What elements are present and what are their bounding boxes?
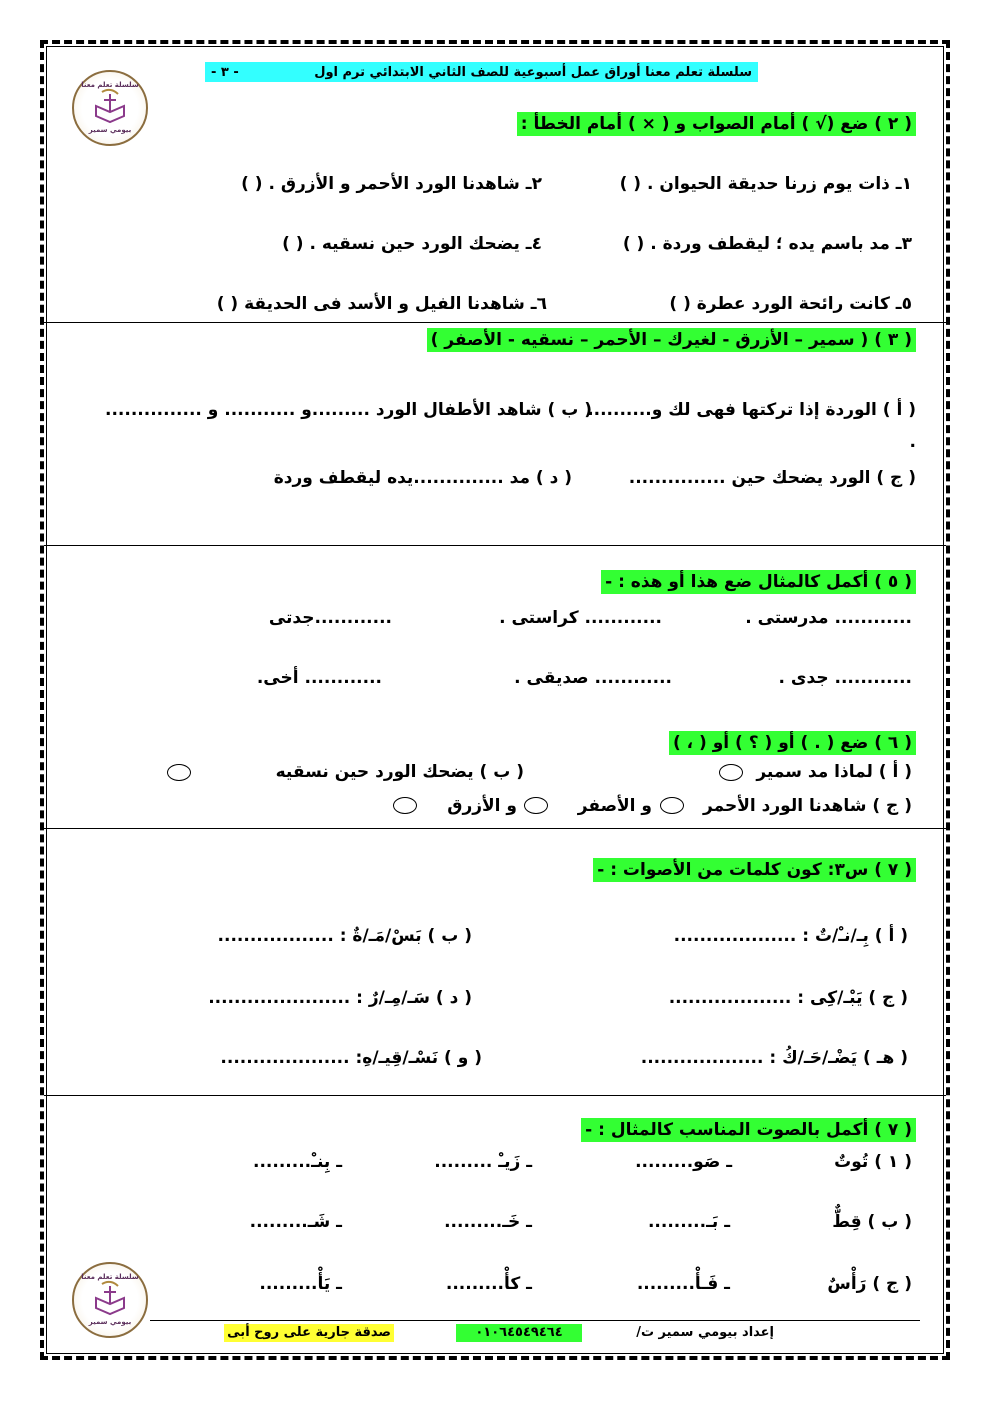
s3-d: ( د ) مد ..............يده ليقطف وردة xyxy=(273,468,572,488)
s7-c: ( ج ) يَبْـ/كِى : ................... xyxy=(668,988,908,1008)
header-bar xyxy=(205,62,758,82)
footer-dedication: صدقة جارية على روح أبى xyxy=(224,1324,394,1342)
logo-bottom xyxy=(72,1262,148,1338)
s5-r1c: ............جدتى xyxy=(268,608,392,628)
logo-bottom-text: بيومي سمير xyxy=(88,126,132,134)
s6-c3: و الأزرق xyxy=(447,796,517,816)
s8-r2-item: ـ بَـ......... xyxy=(647,1212,730,1232)
s7-f: ( و ) نَسْـ/قِيـ/هِ: .................... xyxy=(220,1048,482,1068)
s3-dot: . xyxy=(909,432,916,452)
answer-oval[interactable] xyxy=(393,797,417,814)
s2-item-3: ٣ـ مد باسم يده ؛ ليقطف وردة . ( ) xyxy=(622,234,912,254)
header-title: سلسلة تعلم معنا أوراق عمل أسبوعية للصف الثاني الابتدائي ترم اول xyxy=(314,64,752,80)
footer-divider xyxy=(150,1320,920,1321)
s8-r2-item: ـ شَـ......... xyxy=(249,1212,342,1232)
logo-bottom-text: بيومي سمير xyxy=(88,1318,132,1326)
s2-title: ( ٢ ) ضع (√ ) أمام الصواب و ( × ) أمام الخطأ : xyxy=(517,112,916,136)
answer-oval[interactable] xyxy=(167,764,191,781)
answer-oval[interactable] xyxy=(719,764,743,781)
footer-author: إعداد بيومي سمير ت/ xyxy=(636,1325,774,1340)
s8-r3-item: ـ يَأْ......... xyxy=(259,1274,342,1294)
s6-c2: و الأصفر xyxy=(577,796,652,816)
s5-r1b: ............ كراستى . xyxy=(499,608,662,628)
s8-r3-item: ـ فَـأْ......... xyxy=(636,1274,730,1294)
s7-d: ( د ) سَـ/مِـ/رٌ : ...................... xyxy=(208,988,472,1008)
page-number: - ٣ - xyxy=(211,64,239,80)
s5-r2a: ............ جدى . xyxy=(778,668,912,688)
s8-title: ( ٧ ) أكمل بالصوت المناسب كالمثال : - xyxy=(581,1118,916,1142)
s3-b: ( ب ) شاهد الأطفال الورد .........و ........... و ............... xyxy=(104,400,592,420)
s7-a: ( أ ) بِـ/نـْ/تٌ : ................... xyxy=(673,926,908,946)
divider xyxy=(44,1095,946,1096)
s8-r1-example: ( ١ ) تُوتٌ xyxy=(834,1152,912,1172)
footer-phone: ٠١٠٦٤٥٤٩٤٦٤ xyxy=(456,1324,582,1342)
s8-r2-item: ـ خَـ......... xyxy=(444,1212,532,1232)
s8-r1-item: ـ صَو......... xyxy=(635,1152,732,1172)
s6-a: ( أ ) لماذا مد سمير xyxy=(756,762,912,782)
s7-title: ( ٧ ) س٣: كون كلمات من الأصوات : - xyxy=(593,858,916,882)
answer-oval[interactable] xyxy=(660,797,684,814)
s2-item-2: ٢ـ شاهدنا الورد الأحمر و الأزرق . ( ) xyxy=(241,174,542,194)
s5-r2b: ............ صديقى . xyxy=(514,668,672,688)
s7-e: ( هـ ) يَضْـ/حَـ/كُ : ................... xyxy=(640,1048,908,1068)
logo-top-text: سلسلة تعلم معنا xyxy=(81,81,139,89)
s8-r3-example: ( ج ) رَأْسٌ xyxy=(827,1274,912,1294)
logo-top-text: سلسلة تعلم معنا xyxy=(81,1273,139,1281)
divider xyxy=(44,322,946,323)
s2-item-4: ٤ـ يضحك الورد حين نسقيه . ( ) xyxy=(282,234,542,254)
s2-item-5: ٥ـ كانت رائحة الورد عطرة ( ) xyxy=(669,294,912,314)
s2-item-6: ٦ـ شاهدنا الفيل و الأسد فى الحديقة ( ) xyxy=(216,294,547,314)
s6-b: ( ب ) يضحك الورد حين نسقيه xyxy=(275,762,524,782)
answer-oval[interactable] xyxy=(524,797,548,814)
s5-r1a: ............ مدرستى . xyxy=(745,608,912,628)
s6-title: ( ٦ ) ضع ( . ) أو ( ؟ ) أو ( ، ) xyxy=(669,731,916,755)
logo-top xyxy=(72,70,148,146)
divider xyxy=(44,545,946,546)
s8-r2-example: ( ب ) قِطٌّ xyxy=(832,1212,912,1232)
s5-r2c: ............ أخى. xyxy=(256,668,382,688)
s3-title: ( ٣ ) ( سمير – الأزرق - لغيرك – الأحمر – نسقيه - الأصفر ) xyxy=(427,328,916,352)
s8-r3-item: ـ كأْ......... xyxy=(445,1274,532,1294)
s5-title: ( ٥ ) أكمل كالمثال ضع هذا أو هذه : - xyxy=(601,570,916,594)
s6-c: ( ج ) شاهدنا الورد الأحمر xyxy=(703,796,912,816)
s3-a: ( أ ) الوردة إذا تركتها فهى لك و.......... xyxy=(587,400,916,420)
divider xyxy=(44,828,946,829)
s8-r1-item: ـ زَيـْ ......... xyxy=(434,1152,532,1172)
s7-b: ( ب ) بَسْ/مَـ/ةٌ : .................. xyxy=(217,926,472,946)
s3-c: ( ج ) الورد يضحك حين ............... xyxy=(628,468,916,488)
s8-r1-item: ـ بِنـْ......... xyxy=(253,1152,342,1172)
s2-item-1: ١ـ ذات يوم زرنا حديقة الحيوان . ( ) xyxy=(619,174,912,194)
